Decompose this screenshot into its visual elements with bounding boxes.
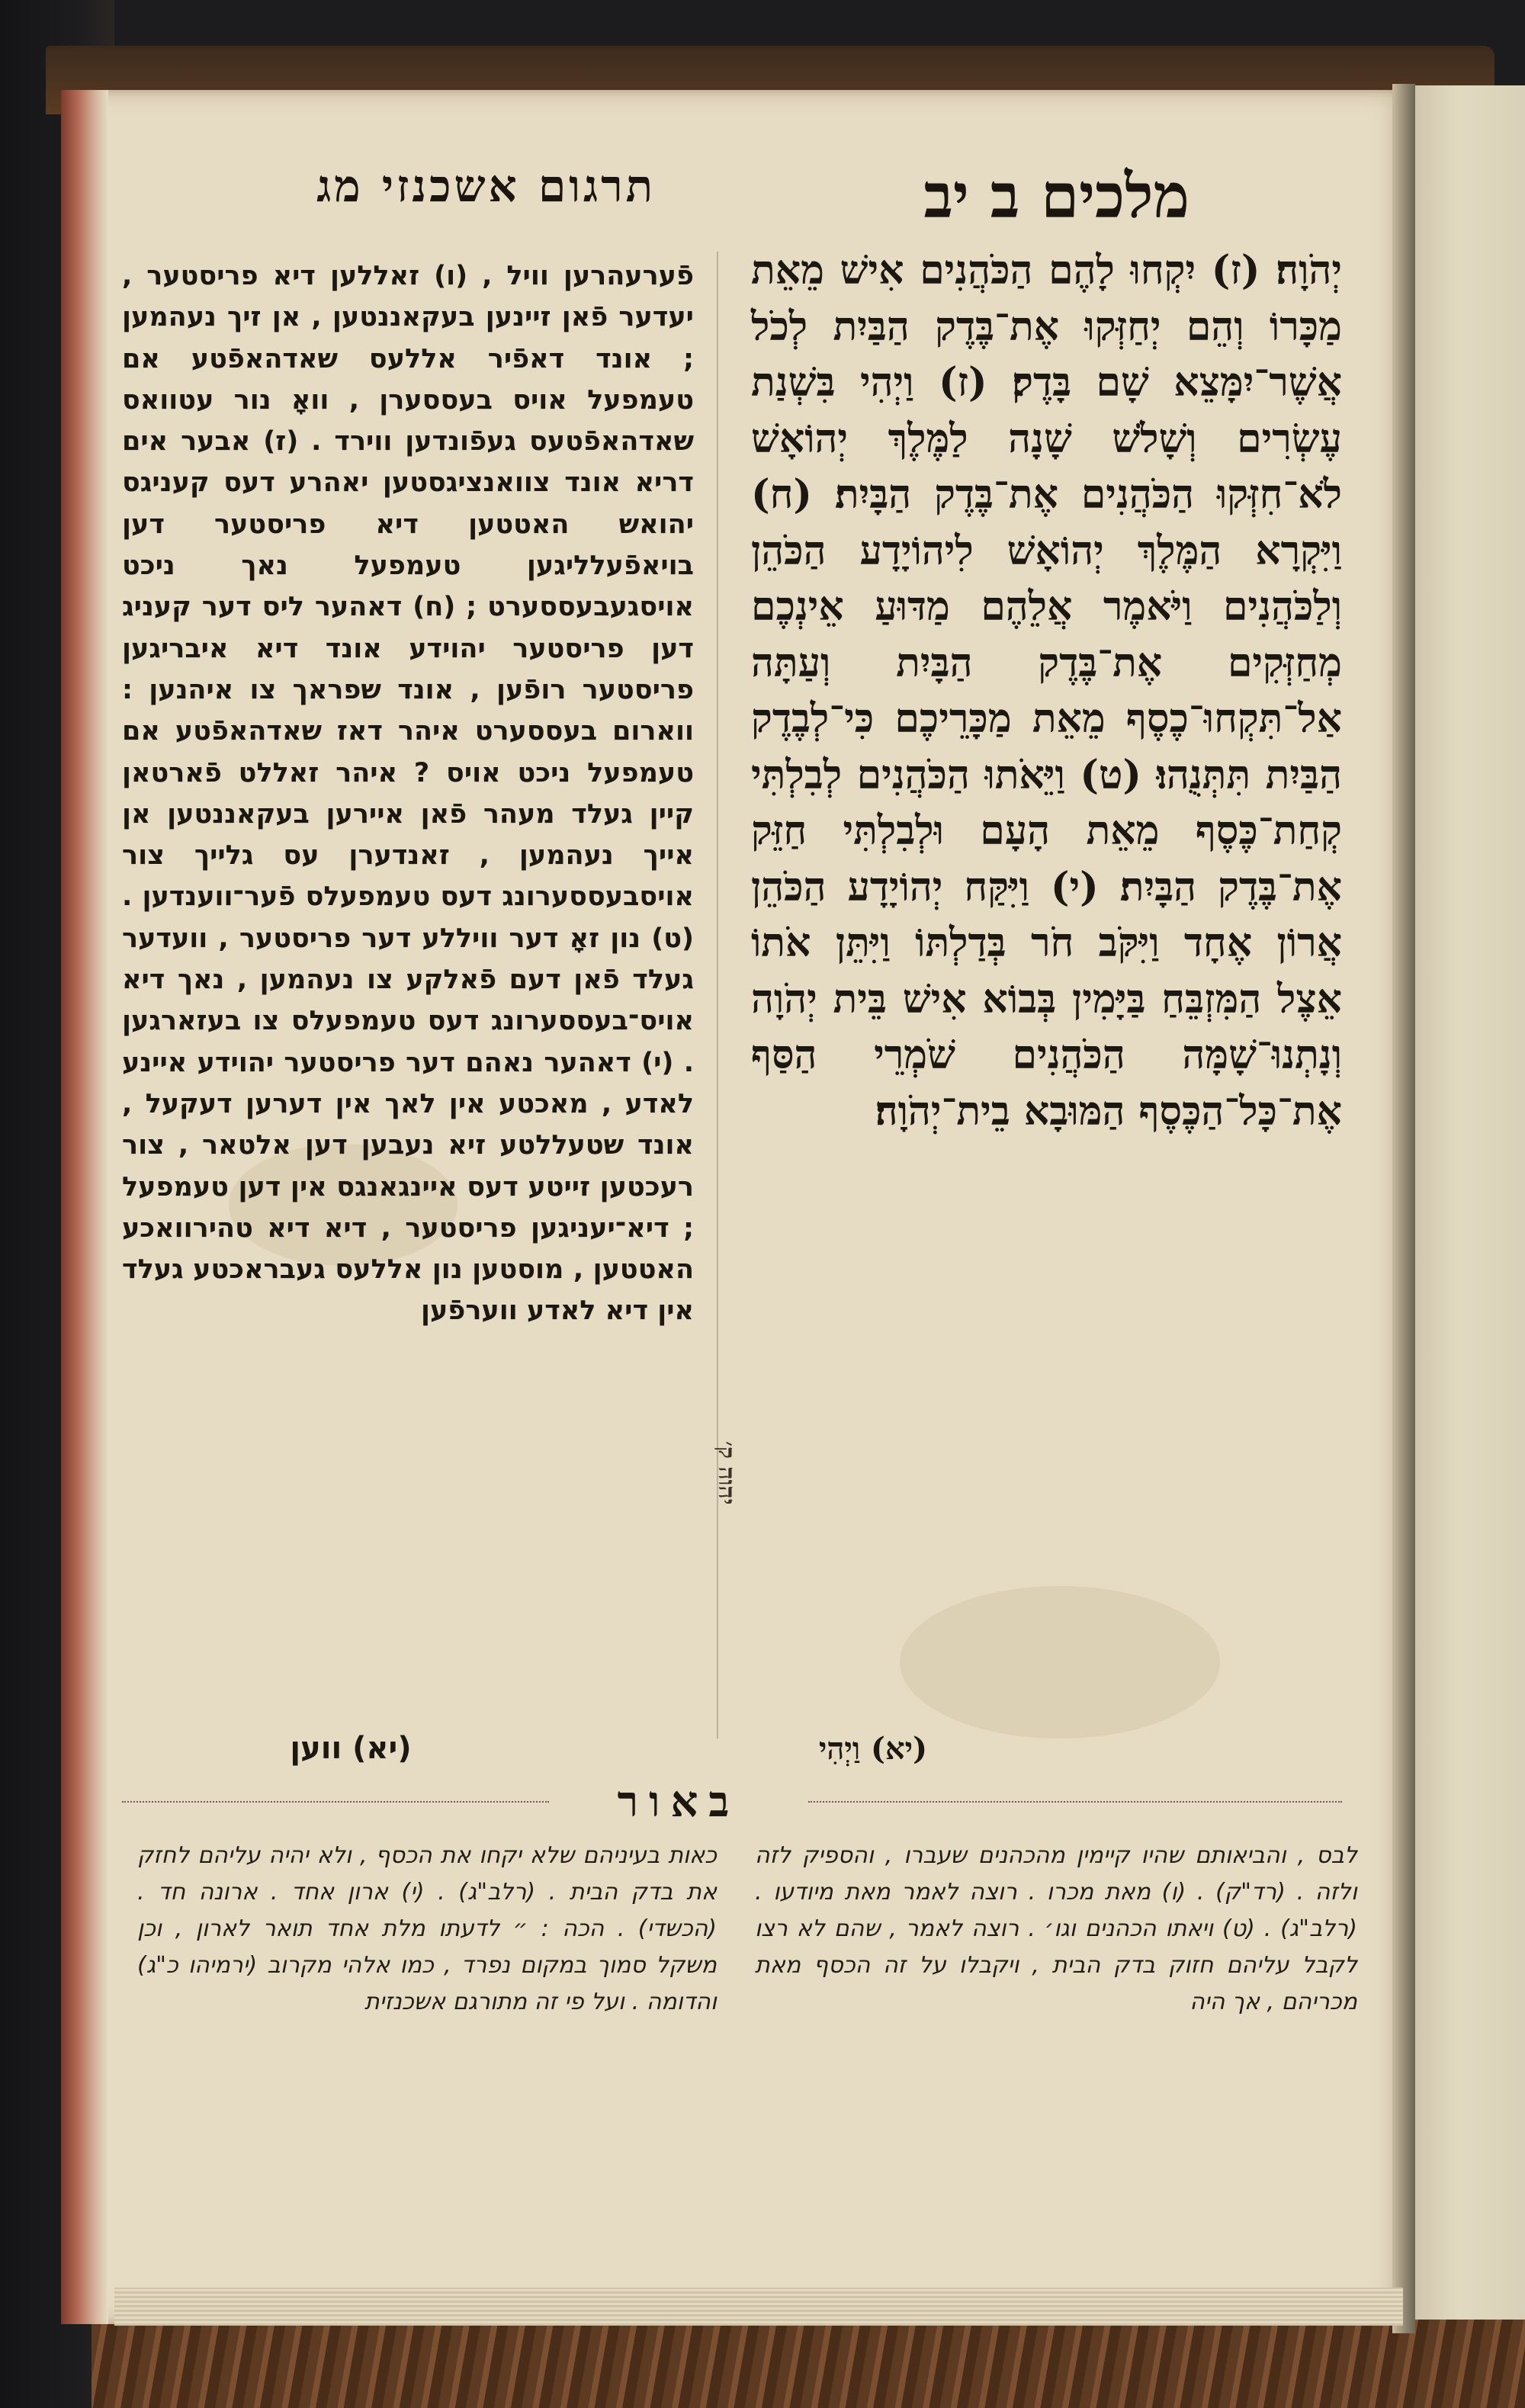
column-divider <box>717 252 718 1739</box>
hebrew-catchword: (יא) וַיְהִי <box>818 1731 928 1767</box>
ornament-rule-left <box>122 1801 549 1803</box>
page-red-edge <box>61 90 108 2324</box>
translation-text-column <box>122 255 694 1332</box>
commentary-title: באור <box>617 1777 740 1827</box>
hebrew-text: יְהֹוָה׃ (ז) יִקְחוּ לָהֶם הַכֹּהֲנִים אִישׁ מֵאֵת מַכָּרוֹ וְהֵם יְחַזְּקוּ אֶת־בֶּדֶק הַבַּיִת לְכֹל אֲשֶׁר־יִמָּצֵא שָׁם בָּדֶק׃ (ז) וַיְהִי בִּשְׁנַת עֶשְׂרִים וְשָׁלֹשׁ שָׁנָה לַמֶּלֶךְ יְהוֹאָשׁ לֹא־חִזְּקוּ הַכֹּהֲנִים אֶת־בֶּדֶק הַבָּיִת׃ (ח) וַיִּקְרָא הַמֶּלֶךְ יְהוֹאָשׁ לִיהוֹיָדָע הַכֹּהֵן וְלַכֹּהֲנִים וַיֹּאמֶר אֲלֵהֶם מַדּוּעַ אֵינְכֶם מְחַזְּקִים אֶת־בֶּדֶק הַבָּיִת וְעַתָּה אַל־תִּקְחוּ־כֶסֶף מֵאֵת מַכָּרֵיכֶם כִּי־לְבֶדֶק הַבַּיִת תִּתְּנֻהוּ׃ (ט) וַיֵּאֹתוּ הַכֹּהֲנִים לְבִלְתִּי קְחַת־כֶּסֶף מֵאֵת הָעָם וּלְבִלְתִּי חַזֵּק אֶת־בֶּדֶק הַבָּיִת׃ (י) וַיִּקַּח יְהוֹיָדָע הַכֹּהֵן אֲרוֹן אֶחָד וַיִּקֹּב חֹר בְּדַלְתּוֹ וַיִּתֵּן אֹתוֹ אֵצֶל הַמִּזְבֵּחַ בַּיָּמִין בְּבוֹא אִישׁ בֵּית יְהֹוָה וְנָתְנוּ־שָׁמָּה הַכֹּהֲנִים שֹׁמְרֵי הַסַּף אֶת־כָּל־הַכֶּסֶף הַמּוּבָא בֵית־יְהֹוָה׃ <box>751 247 1342 1135</box>
facing-page-edge <box>1415 85 1525 2320</box>
commentary-text: כאות בעיניהם שלא יקחו את הכסף , ולא יהיה עליהם לחזק את בדק הבית . (רלב"ג) . (י) ארון אחד . ארונה חד . (הכשדי) . הכה : ״ לדעתו מלת אחד תואר לארון , וכן משקל סמוך במקום נפרד , כמו אלהי מקרוב (ירמיהו כ"ג) והדומה . ועל פי זה מתורגם אשכנזית <box>137 1842 717 2015</box>
translation-text: פֿערעהרען וויל , (ו) זאללען דיא פריסטער , יעדער פֿאן זיינען בעקאננטען , אן זיך נעהמען ; אונד דאפֿיר אללעס שאדהאפֿטע אם טעמפעל אויס בעססערן , וואָ נור עטוואס שאדהאפֿטעס געפֿונדען ווירד . (ז) אבער אים דריא אונד צוואנציגסטען יאהרע דעס קעניגס יהואש האטטען דיא פריסטער דען בויאפֿעלליגען טעמפעל נאך ניכט אויסגעבעססערט ; (ח) דאהער ליס דער קעניג דען פריסטער יהוידע אונד דיא איבריגען פריסטער רופֿען , אונד שפראך צו איהנען : ווארום בעססערט איהר דאז שאדהאפֿטע אם טעמפעל ניכט אויס ? איהר זאללט פֿארטאן קיין געלד מעהר פֿאן איירען בעקאננטען אן אייך נעהמען , זאנדערן עס גלייך צור אויסבעססערונג דעס טעמפעלס פֿער־ווענדען . (ט) נון זאָ דער וויללע דער פריסטער , וועדער געלד פֿאן דעם פֿאלקע צו נעהמען , נאך דיא אויס־בעססערונג דעס טעמפעלס צו בעזארגען . (י) דאהער נאהם דער פריסטער יהוידע איינע לאדע , מאכטע אין לאך אין דערען דעקעל , אונד שטעללטע זיא נעבען דען אלטאר , צור רעכטען זייטע דעס איינגאנגס אין דען טעמפעל ; דיא־יעניגען פריסטער , דיא דיא טהירוואכע האטטען , מוסטען נון אללעס געבראכטע געלד אין דיא לאדע ווערפֿען <box>122 261 694 1327</box>
page-gutter <box>1392 84 1415 2333</box>
commentary-text: לבס , והביאותם שהיו קיימין מהכהנים שעברו , והספיק לזה ולזה . (רד"ק) . (ו) מאת מכרו . רוצה לאמר מאת מיודעו . (רלב"ג) . (ט) ויאתו הכהנים וגו׳ . רוצה לאמר , שהם לא רצו לקבל עליהם חזוק בדק הבית , ויקבלו על זה הכסף מאת מכריהם , אך היה <box>755 1842 1357 2015</box>
translation-catchword: (יא) ווען <box>290 1731 412 1766</box>
running-header-translation: תרגום אשכנזי מג <box>316 160 656 212</box>
commentary-left-column <box>137 1838 717 2021</box>
commentary-right-column <box>755 1838 1357 2021</box>
paper-stain <box>900 1586 1220 1739</box>
book-cover-bottom <box>92 2318 1525 2408</box>
page-stack-edge <box>114 2288 1403 2326</box>
ornament-rule-right <box>808 1801 1342 1803</box>
running-header-book: מלכים ב יב <box>923 160 1190 232</box>
marginal-note: יהוה ק׳ <box>713 1441 740 1505</box>
hebrew-text-column <box>751 242 1342 1139</box>
